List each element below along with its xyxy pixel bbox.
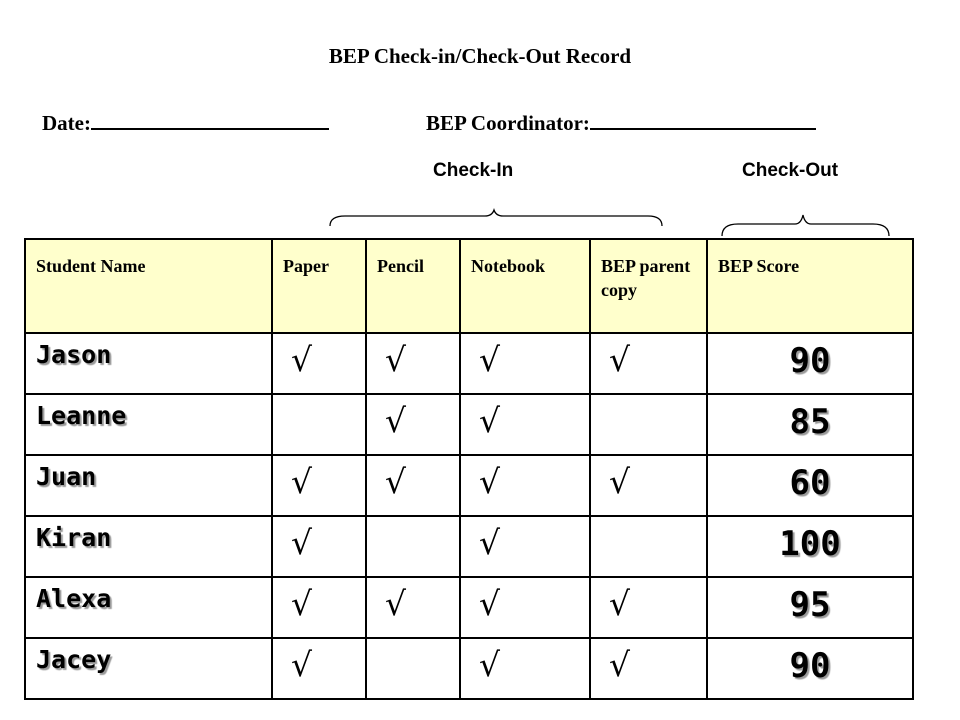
- col-header-paper: Paper: [272, 239, 366, 333]
- paper-cell: [272, 577, 366, 638]
- pencil-cell: [366, 455, 460, 516]
- student-name: Juan: [36, 462, 97, 491]
- paper-cell: [272, 516, 366, 577]
- bep-score: 95: [789, 585, 831, 625]
- check-mark-icon: √: [291, 584, 313, 623]
- pencil-cell: [366, 516, 460, 577]
- student-name: Jacey: [36, 645, 112, 674]
- bep-score: 90: [789, 646, 831, 686]
- parent-copy-cell: [590, 638, 707, 699]
- parent-copy-cell: [590, 577, 707, 638]
- date-label: Date:: [42, 111, 91, 135]
- col-header-notebook: Notebook: [460, 239, 590, 333]
- check-mark-icon: √: [291, 645, 313, 684]
- parent-copy-cell: [590, 333, 707, 394]
- check-mark-icon: √: [385, 462, 407, 501]
- student-name-cell: [25, 333, 272, 394]
- checkin-brace: [330, 210, 662, 226]
- check-mark-icon: √: [479, 645, 501, 684]
- score-cell: [707, 516, 913, 577]
- student-name-cell: [25, 516, 272, 577]
- parent-copy-cell: [590, 394, 707, 455]
- check-mark-icon: √: [609, 462, 631, 501]
- check-mark-icon: √: [479, 462, 501, 501]
- pencil-cell: [366, 638, 460, 699]
- bep-score: 60: [789, 463, 831, 503]
- check-mark-icon: √: [479, 584, 501, 623]
- checkin-label: Check-In: [433, 160, 514, 181]
- table-body: [25, 333, 913, 699]
- checkout-label: Check-Out: [742, 160, 839, 181]
- col-header-student-name: Student Name: [25, 239, 272, 333]
- student-name-cell: [25, 455, 272, 516]
- notebook-cell: [460, 394, 590, 455]
- table-row: [25, 638, 913, 699]
- notebook-cell: [460, 577, 590, 638]
- check-mark-icon: √: [291, 462, 313, 501]
- check-mark-icon: √: [609, 645, 631, 684]
- table-row: [25, 455, 913, 516]
- col-header-pencil: Pencil: [366, 239, 460, 333]
- parent-copy-cell: [590, 455, 707, 516]
- check-mark-icon: √: [385, 584, 407, 623]
- check-mark-icon: √: [479, 340, 501, 379]
- check-mark-icon: √: [609, 340, 631, 379]
- page-title: BEP Check-in/Check-Out Record: [328, 44, 632, 68]
- check-mark-icon: √: [385, 401, 407, 440]
- notebook-cell: [460, 516, 590, 577]
- score-cell: [707, 577, 913, 638]
- paper-cell: [272, 394, 366, 455]
- pencil-cell: [366, 394, 460, 455]
- student-name: Alexa: [36, 584, 112, 613]
- notebook-cell: [460, 455, 590, 516]
- header-row: [25, 239, 913, 333]
- notebook-cell: [460, 333, 590, 394]
- student-name-cell: [25, 577, 272, 638]
- parent-copy-cell: [590, 516, 707, 577]
- check-mark-icon: √: [385, 340, 407, 379]
- table-row: [25, 516, 913, 577]
- col-header-parent-copy: BEP parent copy: [590, 239, 707, 333]
- bep-score: 100: [779, 524, 841, 564]
- checkout-brace: [722, 215, 889, 236]
- section-braces: [0, 0, 960, 240]
- pencil-cell: [366, 333, 460, 394]
- table-row: [25, 577, 913, 638]
- pencil-cell: [366, 577, 460, 638]
- student-name-cell: [25, 638, 272, 699]
- score-cell: [707, 638, 913, 699]
- check-mark-icon: √: [291, 523, 313, 562]
- score-cell: [707, 333, 913, 394]
- student-name: Kiran: [36, 523, 112, 552]
- bep-score: 90: [789, 341, 831, 381]
- table-row: [25, 394, 913, 455]
- student-name: Jason: [36, 340, 112, 369]
- bep-score: 85: [789, 402, 831, 442]
- student-name: Leanne: [36, 401, 127, 430]
- student-name-cell: [25, 394, 272, 455]
- score-cell: [707, 455, 913, 516]
- paper-cell: [272, 638, 366, 699]
- check-mark-icon: √: [609, 584, 631, 623]
- notebook-cell: [460, 638, 590, 699]
- score-cell: [707, 394, 913, 455]
- paper-cell: [272, 333, 366, 394]
- col-header-score: BEP Score: [707, 239, 913, 333]
- check-mark-icon: √: [479, 523, 501, 562]
- paper-cell: [272, 455, 366, 516]
- table-row: [25, 333, 913, 394]
- record-table: [24, 238, 914, 700]
- check-mark-icon: √: [291, 340, 313, 379]
- coordinator-label: BEP Coordinator:: [426, 111, 590, 135]
- check-mark-icon: √: [479, 401, 501, 440]
